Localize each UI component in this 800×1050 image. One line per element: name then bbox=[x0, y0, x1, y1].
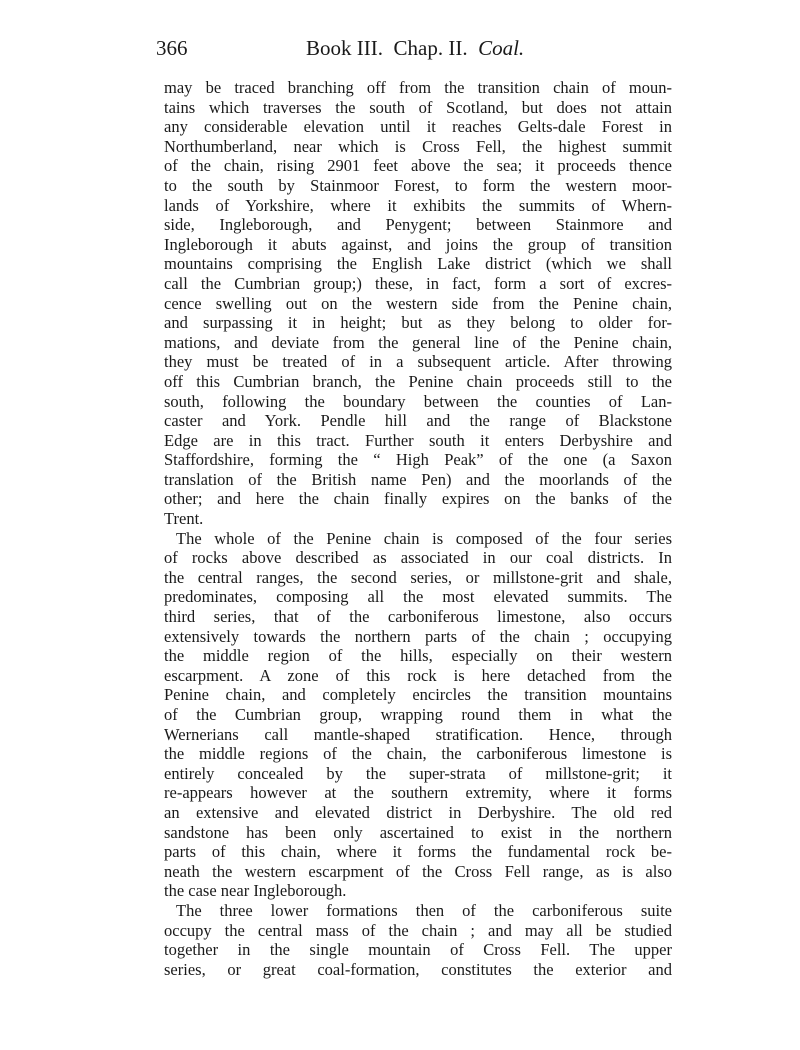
text-line: other; and here the chain finally expires on the banks of the bbox=[164, 489, 672, 509]
text-line: predominates, composing all the most elevated summits. The bbox=[164, 587, 672, 607]
text-line: may be traced branching off from the transition chain of moun- bbox=[164, 78, 672, 97]
text-line: to the south by Stainmoor Forest, to form the western moor- bbox=[164, 175, 672, 195]
text-line: of the Cumbrian group, wrapping round them in what the bbox=[164, 705, 672, 724]
text-line: and surpassing it in height; but as they belong to older for- bbox=[164, 313, 672, 333]
text-line: occupy the central mass of the chain ; and may all be studied bbox=[164, 920, 672, 940]
text-line: The three lower formations then of the carboniferous suite bbox=[176, 900, 672, 920]
text-line: tains which traverses the south of Scotland, but does not attain bbox=[164, 97, 672, 117]
text-line: the middle regions of the chain, the carboniferous limestone is bbox=[164, 744, 672, 764]
text-line: together in the single mountain of Cross Fell. The upper bbox=[164, 940, 672, 960]
text-line: of the chain, rising 2901 feet above the sea; it proceeds thence bbox=[164, 156, 672, 176]
text-line: re-appears however at the southern extremity, where it forms bbox=[164, 783, 672, 803]
text-line: the middle region of the hills, especially on their western bbox=[164, 646, 672, 666]
text-line: sandstone has been only ascertained to exist in the northern bbox=[164, 822, 672, 842]
text-line: Trent. bbox=[164, 509, 204, 529]
text-line: the case near Ingleborough. bbox=[164, 881, 347, 901]
text-line: escarpment. A zone of this rock is here detached from the bbox=[164, 665, 672, 685]
text-line: off this Cumbrian branch, the Penine chain proceeds still to the bbox=[164, 371, 672, 391]
text-line: mountains comprising the English Lake district (which we shall bbox=[164, 254, 672, 274]
subject-label: Coal. bbox=[478, 36, 525, 60]
text-line: parts of this chain, where it forms the fundamental rock be- bbox=[164, 842, 672, 862]
text-line: lands of Yorkshire, where it exhibits the summits of Whern- bbox=[164, 195, 672, 215]
text-line: an extensive and elevated district in Derbyshire. The old red bbox=[164, 802, 672, 822]
chapter-label: Chap. II. bbox=[393, 36, 468, 60]
text-line: Ingleborough it abuts against, and joins the group of transition bbox=[164, 234, 672, 254]
page-number: 366 bbox=[156, 36, 188, 60]
text-line: series, or great coal-formation, constitutes the exterior and bbox=[164, 959, 672, 979]
text-line: third series, that of the carboniferous limestone, also occurs bbox=[164, 607, 672, 627]
text-line: caster and York. Pendle hill and the range of Blackstone bbox=[164, 411, 672, 431]
text-line: extensively towards the northern parts of the chain ; occupying bbox=[164, 626, 672, 646]
text-line: side, Ingleborough, and Penygent; between Stainmore and bbox=[164, 215, 672, 235]
text-line: translation of the British name Pen) and the moorlands of the bbox=[164, 469, 672, 489]
text-line: south, following the boundary between the counties of Lan- bbox=[164, 391, 672, 411]
text-line: entirely concealed by the super-strata of millstone-grit; it bbox=[164, 763, 672, 783]
text-line: mations, and deviate from the general line of the Penine chain, bbox=[164, 332, 672, 352]
body-text bbox=[164, 78, 672, 979]
text-line: they must be treated of in a subsequent article. After throwing bbox=[164, 352, 672, 372]
text-line: Penine chain, and completely encircles the transition mountains bbox=[164, 685, 672, 705]
running-head bbox=[306, 36, 524, 61]
text-line: Edge are in this tract. Further south it enters Derbyshire and bbox=[164, 430, 672, 450]
text-line: neath the western escarpment of the Cross Fell range, as is also bbox=[164, 861, 672, 881]
text-line: cence swelling out on the western side from the Penine chain, bbox=[164, 293, 672, 313]
text-line: call the Cumbrian group;) these, in fact, form a sort of excres- bbox=[164, 273, 672, 293]
text-line: any considerable elevation until it reaches Gelts-dale Forest in bbox=[164, 117, 672, 137]
text-line: Staffordshire, forming the “ High Peak” of the one (a Saxon bbox=[164, 450, 672, 470]
text-line: the central ranges, the second series, or millstone-grit and shale, bbox=[164, 567, 672, 587]
text-line: The whole of the Penine chain is composed of the four series bbox=[176, 528, 672, 548]
text-line: Wernerians call mantle-shaped stratification. Hence, through bbox=[164, 724, 672, 744]
text-line: of rocks above described as associated in our coal districts. In bbox=[164, 548, 672, 568]
book-label: Book III. bbox=[306, 36, 383, 60]
text-line: Northumberland, near which is Cross Fell, the highest summit bbox=[164, 136, 672, 156]
page-header bbox=[156, 36, 680, 66]
